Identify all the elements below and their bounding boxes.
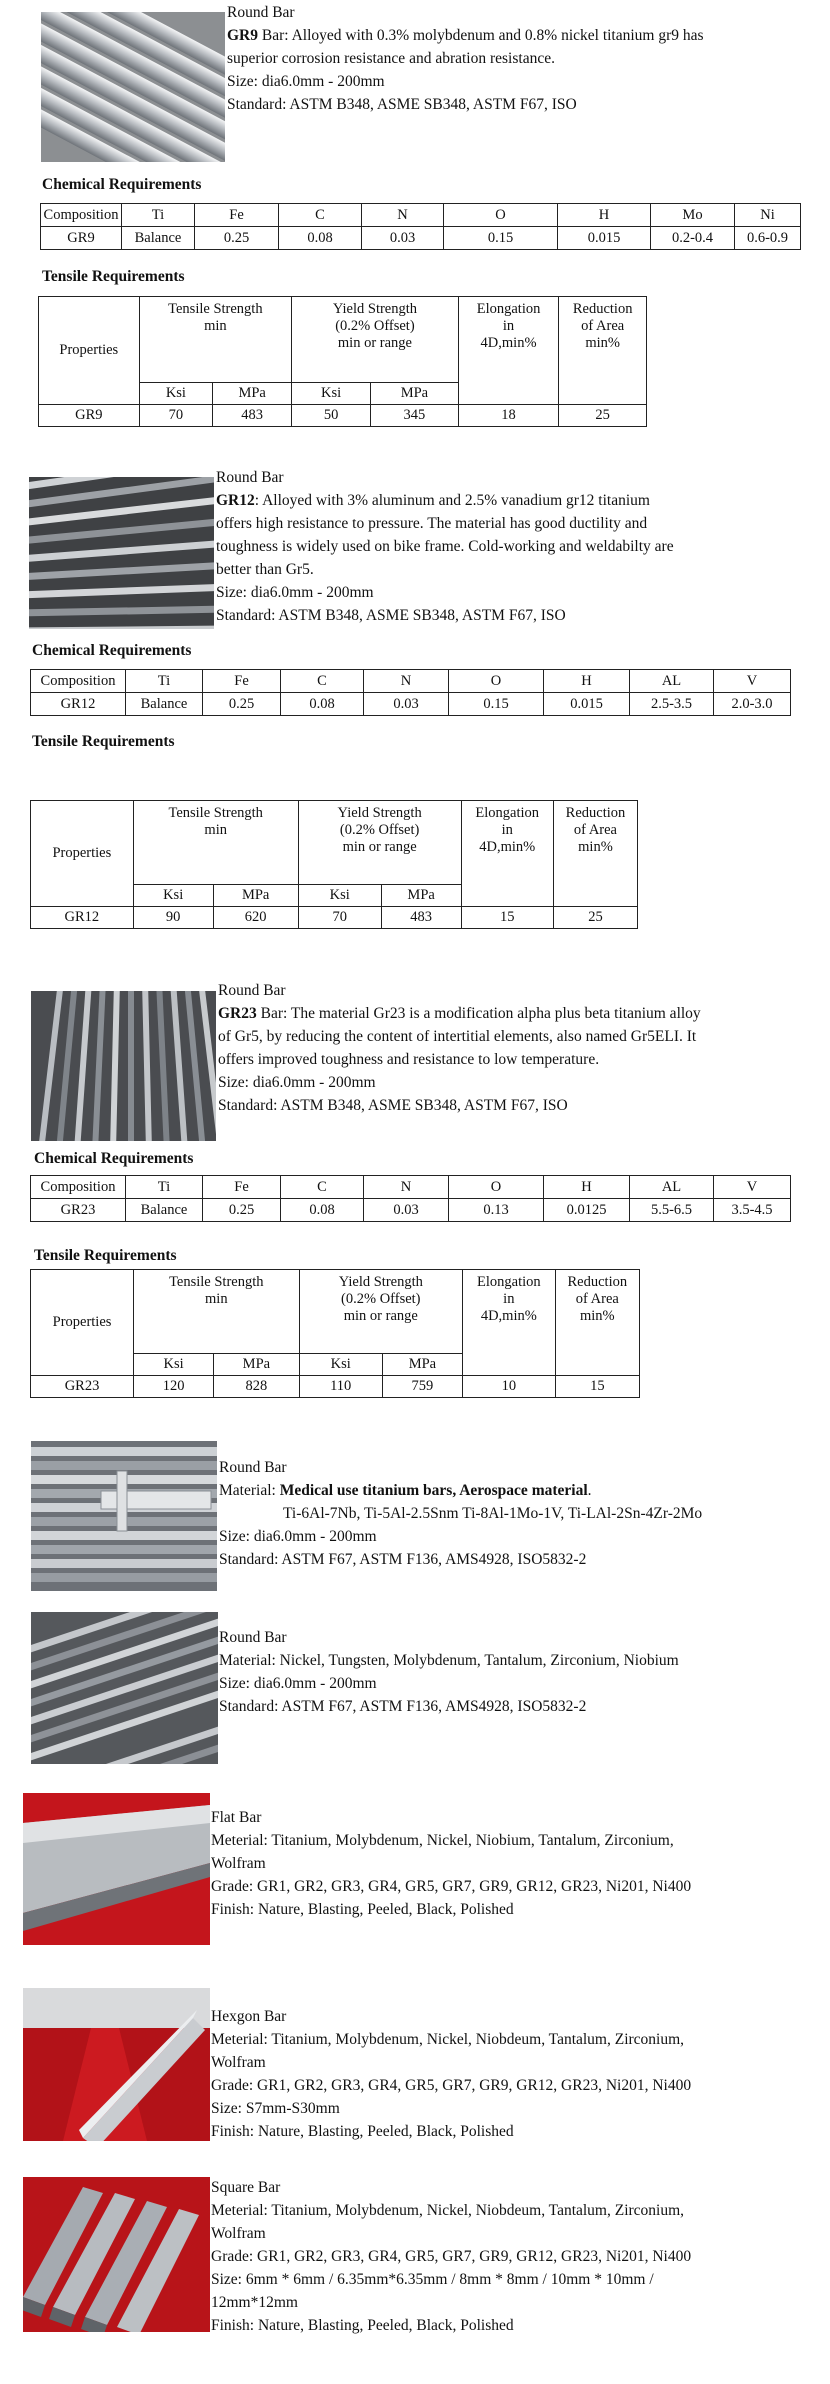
nickel-heading: Round Bar [219,1629,287,1646]
nickel-material: Material: Nickel, Tungsten, Molybdenum, Tantalum, Zirconium, Niobium [219,1652,679,1669]
hexagon-heading: Hexgon Bar [211,2008,287,2025]
square-heading: Square Bar [211,2179,281,2196]
nickel-bar-photo [31,1612,218,1764]
hexagon-finish: Finish: Nature, Blasting, Peeled, Black, Polished [211,2123,514,2140]
gr23-tensile-title: Tensile Requirements [34,1247,177,1264]
gr23-bar-photo [31,991,216,1141]
table-row: Properties Tensile Strength min Yield Strength (0.2% Offset) min or range Elongation in 4D,min% Reduction of Area min% [31,801,638,885]
table-row: Ksi MPa Ksi MPa [39,383,647,405]
hexagon-bar-photo [23,1988,210,2141]
gr12-tensile-table [30,800,638,929]
gr9-tensile-title: Tensile Requirements [42,268,185,285]
medical-standard: Standard: ASTM F67, ASTM F136, AMS4928, ISO5832-2 [219,1551,587,1568]
table-row: Properties Tensile Strength min Yield Strength (0.2% Offset) min or range Elongation in 4D,min% Reduction of Area min% [39,297,647,383]
nickel-size: Size: dia6.0mm - 200mm [219,1675,377,1692]
gr12-standard: Standard: ASTM B348, ASME SB348, ASTM F67, ISO [216,607,566,624]
flat-bar-photo [23,1793,210,1945]
gr9-description: Round Bar GR9 Bar: Alloyed with 0.3% molybdenum and 0.8% nickel titanium gr9 has superior corrosion resistance and abration resistance. Size: dia6.0mm - 200mm Standard: ASTM B348, ASME SB348, ASTM F67, ISO [227,1,704,116]
flat-description: Flat Bar Meterial: Titanium, Molybdenum, Nickel, Niobium, Tantalum, Zirconium, Wolfram Grade: GR1, GR2, GR3, GR4, GR5, GR7, GR9, GR12, GR23, Ni201, Ni400 Finish: Nature, Blasting, Peeled, Black, Polished [211,1806,691,1921]
table-row: GR9 Balance 0.25 0.08 0.03 0.15 0.015 0.2-0.4 0.6-0.9 [41,227,801,250]
gr9-tensile-table [38,296,647,427]
square-finish: Finish: Nature, Blasting, Peeled, Black, Polished [211,2317,514,2334]
table-row: GR12 Balance 0.25 0.08 0.03 0.15 0.015 2.5-3.5 2.0-3.0 [31,693,791,716]
square-grade: Grade: GR1, GR2, GR3, GR4, GR5, GR7, GR9, GR12, GR23, Ni201, Ni400 [211,2248,692,2265]
medical-heading: Round Bar [219,1459,287,1476]
gr12-grade: GR12 [216,492,255,509]
gr12-bar-photo [29,477,214,629]
flat-finish: Finish: Nature, Blasting, Peeled, Black, Polished [211,1901,514,1918]
square-description: Square Bar Meterial: Titanium, Molybdenum, Nickel, Niobdeum, Tantalum, Zirconium, Wolfram Grade: GR1, GR2, GR3, GR4, GR5, GR7, GR9, GR12, GR23, Ni201, Ni400 Size: 6mm * 6mm / 6.35mm*6.35mm / 8mm * 8mm / 10mm * 10mm / 12mm*12mm Finish: Nature, Blasting, Peeled, Black, Polished [211,2176,691,2337]
gr23-description: Round Bar GR23 Bar: The material Gr23 is a modification alpha plus beta titanium alloy of Gr5, by reducing the content of intertitial elements, also named Gr5ELI. It offers improved toughness and resistance to low temperature. Size: dia6.0mm - 200mm Standard: ASTM B348, ASME SB348, ASTM F67, ISO [218,979,701,1117]
gr23-chem-title: Chemical Requirements [34,1150,194,1167]
gr12-size: Size: dia6.0mm - 200mm [216,584,374,601]
gr12-chem-title: Chemical Requirements [32,642,192,659]
table-row: Composition Ti Fe C N O H AL V [31,1176,791,1199]
gr23-chem-table [30,1175,791,1222]
table-row: Composition Ti Fe C N O H Mo Ni [41,204,801,227]
gr9-grade: GR9 [227,27,258,44]
gr9-standard: Standard: ASTM B348, ASME SB348, ASTM F67, ISO [227,96,577,113]
table-row: GR12 90 620 70 483 15 25 [31,907,638,929]
gr12-heading: Round Bar [216,469,284,486]
table-row: Ksi MPa Ksi MPa [31,1354,640,1376]
hexagon-grade: Grade: GR1, GR2, GR3, GR4, GR5, GR7, GR9, GR12, GR23, Ni201, Ni400 [211,2077,692,2094]
gr12-description: Round Bar GR12: Alloyed with 3% aluminum and 2.5% vanadium gr12 titanium offers high resistance to pressure. The material has good ductility and toughness is widely used on bike frame. Cold-working and weldabilty are better than Gr5. Size: dia6.0mm - 200mm Standard: ASTM B348, ASME SB348, ASTM F67, ISO [216,466,674,627]
nickel-standard: Standard: ASTM F67, ASTM F136, AMS4928, ISO5832-2 [219,1698,587,1715]
flat-grade: Grade: GR1, GR2, GR3, GR4, GR5, GR7, GR9, GR12, GR23, Ni201, Ni400 [211,1878,692,1895]
table-row: GR23 120 828 110 759 10 15 [31,1376,640,1398]
medical-size: Size: dia6.0mm - 200mm [219,1528,377,1545]
gr23-standard: Standard: ASTM B348, ASME SB348, ASTM F67, ISO [218,1097,568,1114]
gr12-tensile-title: Tensile Requirements [32,733,175,750]
gr12-chem-table [30,669,791,716]
gr9-chem-table [40,203,801,250]
table-row: Ksi MPa Ksi MPa [31,885,638,907]
square-bar-photo [23,2177,210,2332]
gr9-heading: Round Bar [227,4,295,21]
nickel-description [219,1626,679,1718]
table-row: GR23 Balance 0.25 0.08 0.03 0.13 0.0125 5.5-6.5 3.5-4.5 [31,1199,791,1222]
medical-description: Round Bar Material: Medical use titanium bars, Aerospace material. Ti-6Al-7Nb, Ti-5Al-2.5Snm Ti-8Al-1Mo-1V, Ti-LAl-2Sn-4Zr-2Mo Size: dia6.0mm - 200mm Standard: ASTM F67, ASTM F136, AMS4928, ISO5832-2 [219,1456,702,1571]
medical-bar-photo [31,1441,217,1591]
flat-heading: Flat Bar [211,1809,262,1826]
hexagon-size: Size: S7mm-S30mm [211,2100,340,2117]
gr23-tensile-table [30,1269,640,1398]
gr9-bar-photo [41,12,225,162]
medical-alloys: Ti-6Al-7Nb, Ti-5Al-2.5Snm Ti-8Al-1Mo-1V, Ti-LAl-2Sn-4Zr-2Mo [283,1505,703,1522]
gr9-chem-title: Chemical Requirements [42,176,202,193]
gr23-heading: Round Bar [218,982,286,999]
table-row: Properties Tensile Strength min Yield Strength (0.2% Offset) min or range Elongation in 4D,min% Reduction of Area min% [31,1270,640,1354]
hexagon-description: Hexgon Bar Meterial: Titanium, Molybdenum, Nickel, Niobdeum, Tantalum, Zirconium, Wolfram Grade: GR1, GR2, GR3, GR4, GR5, GR7, GR9, GR12, GR23, Ni201, Ni400 Size: S7mm-S30mm Finish: Nature, Blasting, Peeled, Black, Polished [211,2005,691,2143]
gr23-size: Size: dia6.0mm - 200mm [218,1074,376,1091]
gr9-size: Size: dia6.0mm - 200mm [227,73,385,90]
gr23-grade: GR23 [218,1005,257,1022]
table-row: GR9 70 483 50 345 18 25 [39,405,647,427]
table-row: Composition Ti Fe C N O H AL V [31,670,791,693]
